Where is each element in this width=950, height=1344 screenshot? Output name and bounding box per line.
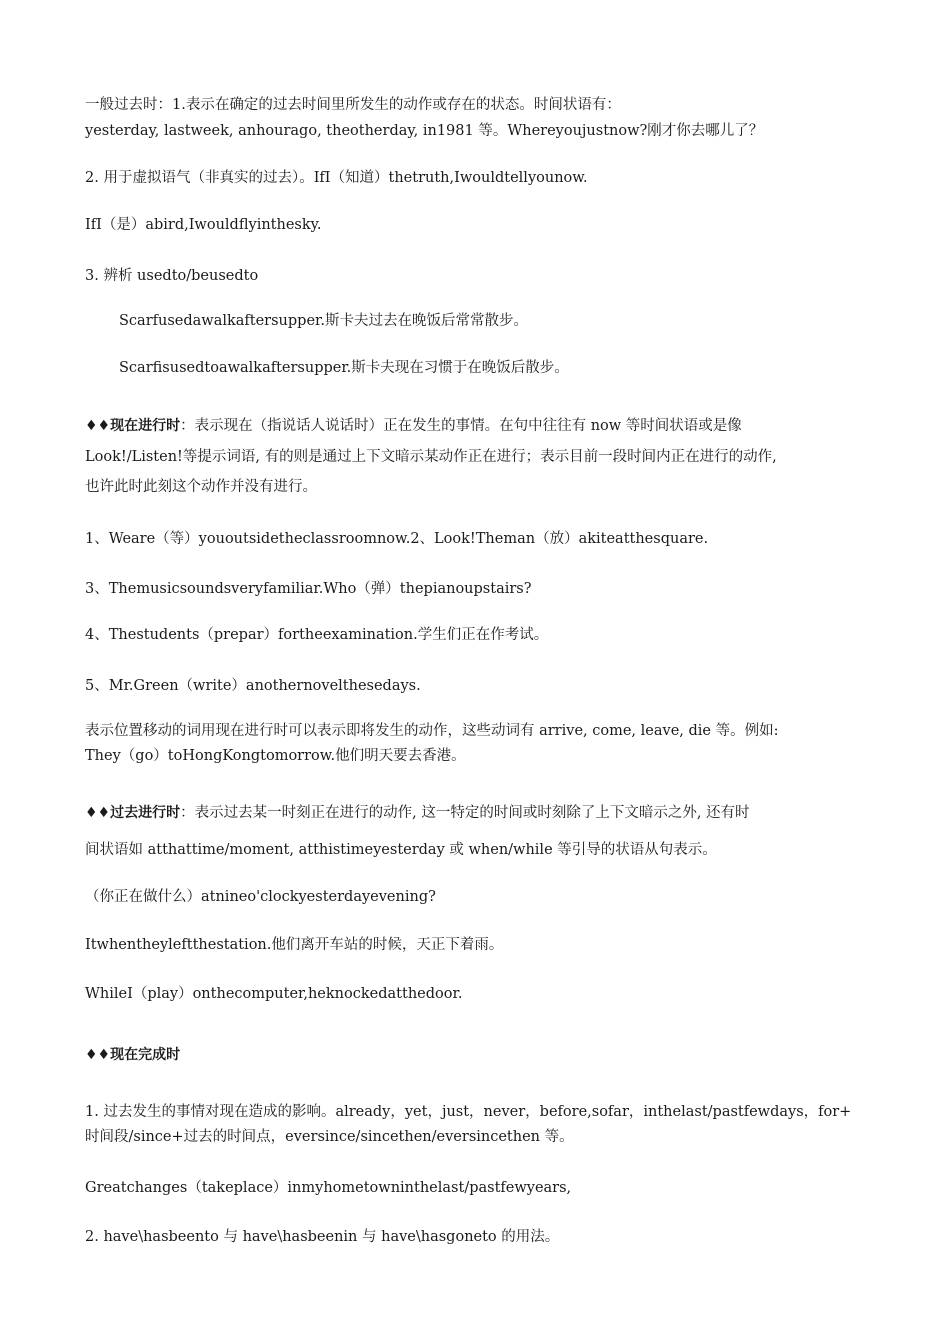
section-heading: ♦♦现在完成时 (85, 1047, 181, 1063)
text-line: Scarfisusedtoawalkaftersupper.斯卡夫现在习惯于在晚饭后散步。 (119, 360, 569, 376)
section-line (85, 416, 742, 436)
text-line: 2. have\hasbeento 与 have\hasbeenin 与 have\hasgoneto 的用法。 (85, 1229, 560, 1245)
text-line: 1. 过去发生的事情对现在造成的影响。already，yet，just，never，before,sofar，inthelast/pastfewdays，for+ (85, 1104, 852, 1120)
text-line: 4、Thestudents（prepar）fortheexamination.学生们正在作考试。 (85, 627, 549, 643)
text-line: 表示位置移动的词用现在进行时可以表示即将发生的动作，这些动词有 arrive, come, leave, die 等。例如: (85, 723, 779, 739)
text-line: 也许此时此刻这个动作并没有进行。 (85, 479, 317, 495)
text-line: 2. 用于虚拟语气（非真实的过去）。IfI（知道）thetruth,Iwouldtellyounow. (85, 170, 588, 186)
section-heading: ♦♦现在进行时 (85, 418, 181, 434)
section-text: ：表示过去某一时刻正在进行的动作, 这一特定的时间或时刻除了上下文暗示之外, 还有时 (180, 805, 750, 821)
text-line: 3、Themusicsoundsveryfamiliar.Who（弹）thepianoupstairs? (85, 581, 532, 597)
text-line: 5、Mr.Green（write）anothernovelthesedays. (85, 678, 421, 694)
section-text: ：表示现在（指说话人说话时）正在发生的事情。在句中往往有 now 等时间状语或是像 (180, 418, 742, 434)
text-line: Scarfusedawalkaftersupper.斯卡夫过去在晚饭后常常散步。 (119, 313, 528, 329)
text-line: yesterday, lastweek, anhourago, theotherday, in1981 等。Whereyoujustnow?刚才你去哪儿了？ (85, 123, 764, 139)
text-line: 一般过去时：1.表示在确定的过去时间里所发生的动作或存在的状态。时间状语有： (85, 97, 621, 113)
text-line: 间状语如 atthattime/moment, atthistimeyesterday 或 when/while 等引导的状语从句表示。 (85, 842, 717, 858)
text-line: IfI（是）abird,Iwouldflyinthesky. (85, 217, 322, 233)
text-line: WhileI（play）onthecomputer,heknockedatthedoor. (85, 986, 463, 1002)
section-line (85, 803, 750, 823)
text-line: （你正在做什么）atnineo'clockyesterdayevening? (85, 889, 436, 905)
section-line (85, 1045, 180, 1065)
text-line: Greatchanges（takeplace）inmyhometowninthelast/pastfewyears, (85, 1180, 572, 1196)
section-heading: ♦♦过去进行时 (85, 805, 181, 821)
text-line: Itwhentheyleftthestation.他们离开车站的时候，天正下着雨。 (85, 937, 504, 953)
text-line: They（go）toHongKongtomorrow.他们明天要去香港。 (85, 748, 466, 764)
text-line: 3. 辨析 usedto/beusedto (85, 268, 259, 284)
text-line: 时间段/since+过去的时间点，eversince/sincethen/eversincethen 等。 (85, 1129, 574, 1145)
text-line: Look!/Listen!等提示词语, 有的则是通过上下文暗示某动作正在进行；表示目前一段时间内正在进行的动作, (85, 449, 777, 465)
text-line: 1、Weare（等）yououtsidetheclassroomnow.2、Look!Theman（放）akiteatthesquare. (85, 531, 709, 547)
